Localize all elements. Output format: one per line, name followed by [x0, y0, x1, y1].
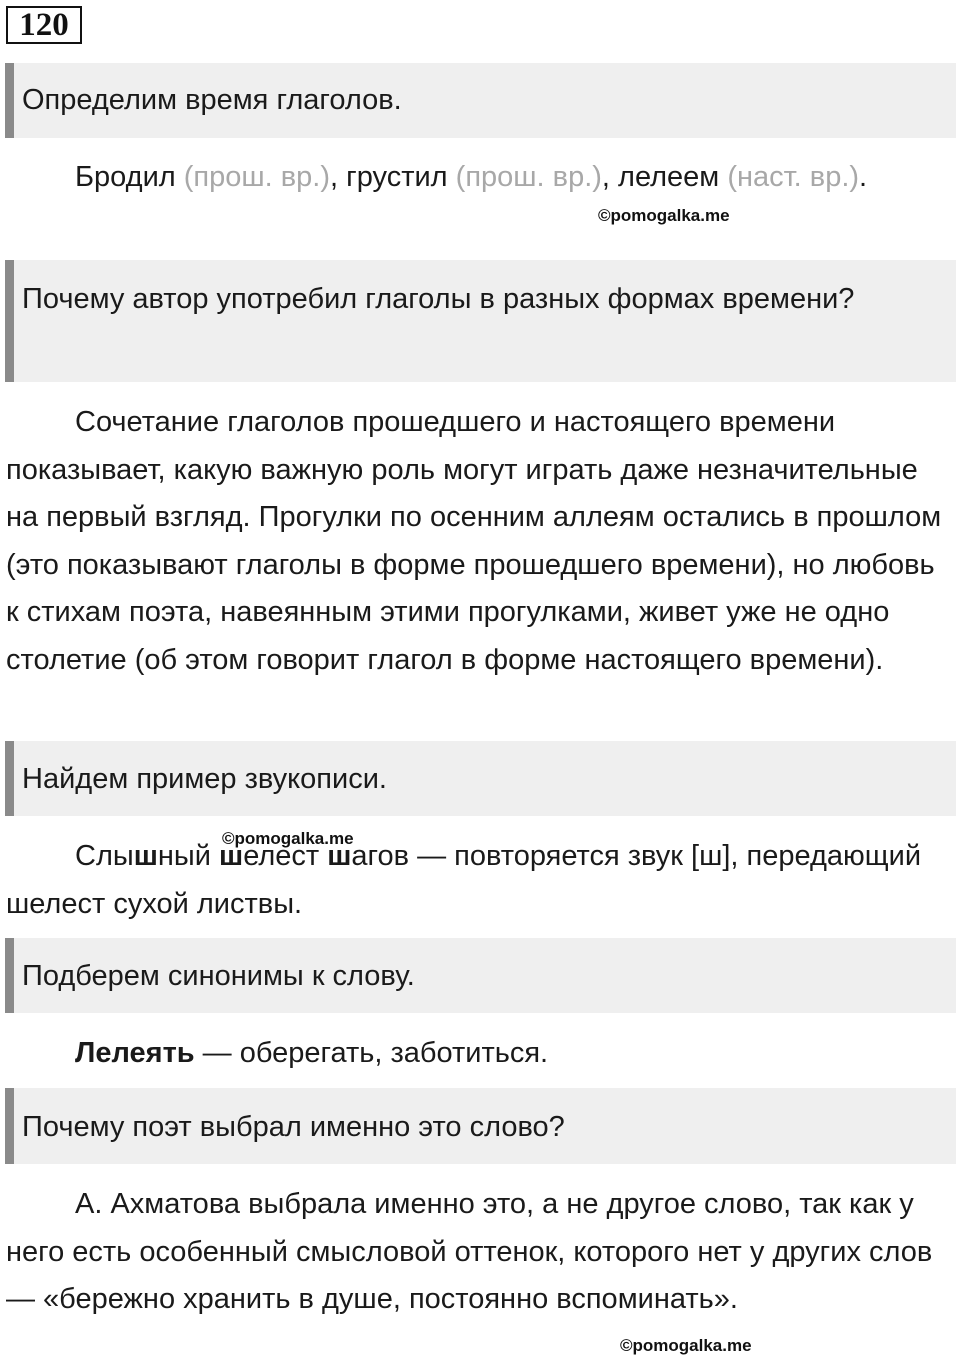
tense-note-1: (прош. вр.) [183, 161, 331, 193]
question-text-2: Почему автор употребил глаголы в разных формах времени? [22, 283, 855, 315]
watermark-1: ©pomogalka.me [598, 206, 730, 225]
separator-1: , [330, 161, 347, 193]
answer-paragraph-2 [6, 399, 946, 684]
question-block-3 [5, 741, 956, 816]
question-block-4 [5, 938, 956, 1013]
sound-letter-3: ш [327, 840, 352, 872]
answer-text-2: Сочетание глаголов прошедшего и настоящего времени показывает, какую важную роль могут играть даже незначительные на первый взгляд. Прогулки по осенним аллеям остались в прошлом (это показывают глаголы в форме прошедшего времени), но любовь к стихам поэта, навеянным этими прогулками, живет уже не одно столетие (об этом говорит глагол в форме настоящего времени). [6, 406, 942, 676]
question-text-1: Определим время глаголов. [22, 84, 402, 116]
synonym-term: Лелеять [75, 1037, 195, 1069]
answer-paragraph-1 [6, 154, 960, 202]
question-block-2 [5, 260, 956, 382]
sound-text-part-2: ный [157, 840, 220, 872]
answer-paragraph-4 [6, 1030, 960, 1078]
verb-1: Бродил [75, 161, 176, 193]
question-text-4: Подберем синонимы к слову. [22, 960, 415, 992]
separator-2: , [601, 161, 619, 193]
question-block-5 [5, 1088, 956, 1164]
question-text-3: Найдем пример звукописи. [22, 763, 387, 795]
question-block-1 [5, 63, 956, 138]
sound-letter-1: ш [133, 840, 158, 872]
answer-paragraph-3 [6, 833, 946, 928]
sound-text-part-4: агов — повторяется звук [ш], передающий шелест сухой листвы. [6, 840, 922, 920]
answer-text-5: А. Ахматова выбрала именно это, а не другое слово, так как у него есть особенный смысловой оттенок, которого нет у других слов — «бережно хранить в душе, постоянно вспоминать». [6, 1188, 933, 1315]
tense-note-2: (прош. вр.) [455, 161, 602, 193]
sound-letter-2: ш [219, 840, 244, 872]
sentence-end-1: . [859, 161, 868, 193]
watermark-2: ©pomogalka.me [222, 829, 354, 848]
answer-paragraph-5 [6, 1181, 946, 1324]
tense-note-3: (наст. вр.) [727, 161, 860, 193]
verb-3: лелеем [618, 161, 720, 193]
task-number: 120 [6, 6, 82, 44]
synonym-definition: — оберегать, заботиться. [194, 1037, 549, 1069]
watermark-3: ©pomogalka.me [620, 1336, 752, 1355]
verb-2: грустил [346, 161, 448, 193]
sound-text-part-1: Слы [75, 840, 134, 872]
question-text-5: Почему поэт выбрал именно это слово? [22, 1111, 565, 1143]
sound-text-part-3: елест [243, 840, 328, 872]
